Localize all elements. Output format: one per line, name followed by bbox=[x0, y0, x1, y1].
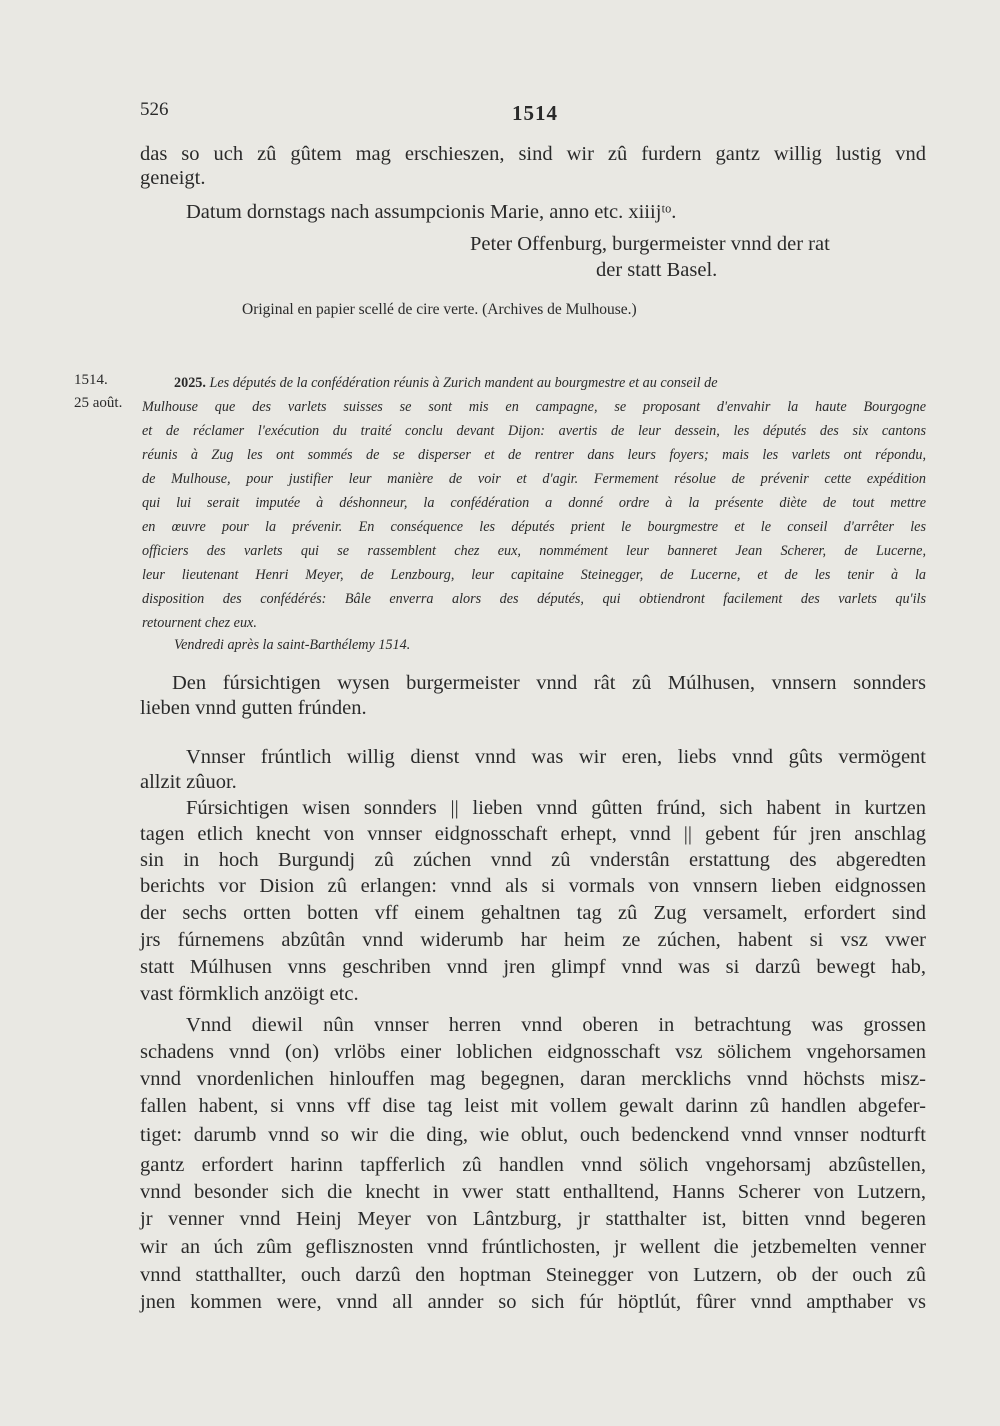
paragraph-line: fallen habent, si vnns vff dise tag leist mit vollem gewalt darinn zû handlen abgefer- bbox=[140, 1095, 926, 1117]
page-number: 526 bbox=[140, 99, 169, 120]
dating-line: Datum dornstags nach assumpcionis Marie, anno etc. xiiijᵗᵒ. bbox=[186, 201, 677, 223]
paragraph-line: vnnd vnordenlichen hinlouffen mag begegnen, daran mercklichs vnnd höchsts misz- bbox=[140, 1068, 926, 1090]
paragraph-line: Vnnd diewil nûn vnnser herren vnnd oberen in betrachtung was grossen bbox=[186, 1014, 926, 1036]
entry-line: leur lieutenant Henri Meyer, de Lenzbourg, leur capitaine Steinegger, de Lucerne, et de les tenir à la bbox=[142, 567, 926, 583]
source-note: Original en papier scellé de cire verte. (Archives de Mulhouse.) bbox=[242, 301, 637, 318]
margin-date: 25 août. bbox=[74, 395, 123, 411]
entry-text: Les députés de la confédération réunis à Zurich mandent au bourgmestre et au conseil de bbox=[209, 375, 718, 391]
greeting-line: Vnnser frúntlich willig dienst vnnd was wir eren, liebs vnnd gûts vermögent bbox=[186, 746, 926, 768]
margin-year: 1514. bbox=[74, 372, 108, 388]
paragraph-line: jr venner vnnd Heinj Meyer von Lântzburg, jr statthalter ist, bitten vnnd begeren bbox=[140, 1208, 926, 1230]
paragraph-line: vast förmklich anzöigt etc. bbox=[140, 983, 359, 1005]
entry-line: retournent chez eux. bbox=[142, 615, 257, 631]
entry-line: de Mulhouse, pour justifier leur manière de voir et d'agir. Fermement résolue de prévenir cette expédition bbox=[142, 471, 926, 487]
paragraph-line: sin in hoch Burgundj zû zúchen vnnd zû vnderstân erstattung des abgeredten bbox=[140, 849, 926, 871]
address-line: lieben vnnd gutten frúnden. bbox=[140, 697, 367, 719]
entry-line: et de réclamer l'exécution du traité conclu devant Dijon: avertis de leur dessein, les députés des six cantons bbox=[142, 423, 926, 439]
text-line: das so uch zû gûtem mag erschieszen, sind wir zû furdern gantz willig lustig vnd bbox=[140, 143, 926, 165]
paragraph-line: jnen kommen were, vnnd all annder so sich fúr höptlút, fûrer vnnd ampthaber vs bbox=[140, 1291, 926, 1313]
paragraph-line: vnnd besonder sich die knecht in vwer statt enthalltend, Hanns Scherer von Lutzern, bbox=[140, 1181, 926, 1203]
signature-line: der statt Basel. bbox=[596, 259, 718, 281]
entry-line: Mulhouse que des varlets suisses se sont mis en campagne, se proposant d'envahir la haute Bourgogne bbox=[142, 399, 926, 415]
paragraph-line: berichts vor Dision zû erlangen: vnnd als si vormals von vnnsern lieben eidgnossen bbox=[140, 875, 926, 897]
paragraph-line: wir an úch zûm geflisznosten vnnd frúntlichosten, jr wellent die jetzbemelten venner bbox=[140, 1236, 926, 1258]
paragraph-line: tagen etlich knecht von vnnser eidgnosschaft erhept, vnnd || gebent fúr jren anschlag bbox=[140, 823, 926, 845]
paragraph-line: statt Múlhusen vnns geschriben vnnd jren glimpf vnnd was si darzû bewegt hab, bbox=[140, 956, 926, 978]
entry-first-line bbox=[174, 375, 926, 392]
entry-line: disposition des confédérés: Bâle enverra alors des députés, qui obtiendront facilement des varlets qu'ils bbox=[142, 591, 926, 607]
greeting-line: allzit zûuor. bbox=[140, 771, 237, 793]
entry-line: officiers des varlets qui se rassemblent chez eux, nommément leur banneret Jean Scherer, de Lucerne, bbox=[142, 543, 926, 559]
address-line: Den fúrsichtigen wysen burgermeister vnnd rât zû Múlhusen, vnnsern sonnders bbox=[172, 672, 926, 694]
text-line: geneigt. bbox=[140, 167, 206, 189]
running-head-year: 1514 bbox=[512, 101, 558, 125]
entry-line: réunis à Zug les ont sommés de se disperser et de rentrer dans leurs foyers; mais les varlets ont répondu, bbox=[142, 447, 926, 463]
entry-line: en œuvre pour la prévenir. En conséquence les députés prient le bourgmestre et le conseil d'arrêter les bbox=[142, 519, 926, 535]
paragraph-line: jrs fúrnemens abzûtân vnnd widerumb har heim ze zúchen, habent si vsz vwer bbox=[140, 929, 926, 951]
paragraph-line: tiget: darumb vnnd so wir die ding, wie oblut, ouch bedenckend vnnd vnnser nodturft bbox=[140, 1124, 926, 1146]
paragraph-line: schadens vnnd (on) vrlöbs einer loblichen eidgnosschaft vsz sölichem vngehorsamen bbox=[140, 1041, 926, 1063]
paragraph-line: vnnd statthallter, ouch darzû den hoptman Steinegger von Lutzern, ob der ouch zû bbox=[140, 1264, 926, 1286]
paragraph-line: der sechs ortten botten vff einem gehaltnen tag zû Zug versamelt, erfordert sind bbox=[140, 902, 926, 924]
entry-number: 2025. bbox=[174, 375, 206, 391]
entry-date-line: Vendredi après la saint-Barthélemy 1514. bbox=[174, 637, 411, 653]
paragraph-line: Fúrsichtigen wisen sonnders || lieben vnnd gûtten frúnd, sich habent in kurtzen bbox=[186, 797, 926, 819]
paragraph-line: gantz erfordert harinn tapfferlich zû handlen vnnd sölich vngehorsamj abzûstellen, bbox=[140, 1154, 926, 1176]
signature-line: Peter Offenburg, burgermeister vnnd der rat bbox=[470, 233, 830, 255]
entry-line: qui lui serait imputée à déshonneur, la confédération a donné ordre à la présente diète de tout mettre bbox=[142, 495, 926, 511]
